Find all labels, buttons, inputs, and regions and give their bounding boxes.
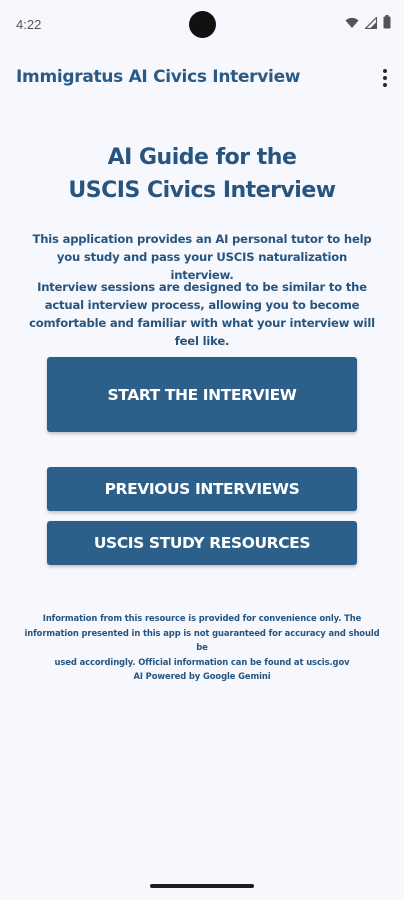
previous-interviews-button[interactable]: PREVIOUS INTERVIEWS bbox=[47, 467, 357, 511]
wifi-icon bbox=[345, 14, 359, 33]
app-bar bbox=[0, 55, 404, 103]
camera-cutout bbox=[189, 11, 216, 38]
page-title-line1: AI Guide for the bbox=[107, 145, 297, 170]
intro-paragraph-1: This application provides an AI personal tutor to help you study and pass your USCIS naturalization interview. bbox=[32, 232, 372, 282]
disclaimer-line-3: used accordingly. Official information can be found at uscis.gov bbox=[54, 656, 350, 667]
page-title-line2: USCIS Civics Interview bbox=[68, 178, 336, 203]
disclaimer-line-2: information presented in this app is not guaranteed for accuracy and should be bbox=[24, 627, 380, 652]
battery-icon bbox=[383, 14, 391, 33]
intro-paragraph-2: Interview sessions are designed to be similar to the actual interview process, allowing you to become comfortable and familiar with what your interview will feel like. bbox=[29, 280, 375, 348]
home-indicator[interactable] bbox=[150, 884, 254, 888]
status-time: 4:22 bbox=[16, 17, 42, 32]
study-resources-button[interactable]: USCIS STUDY RESOURCES bbox=[47, 521, 357, 565]
status-icons bbox=[345, 15, 391, 31]
page-title bbox=[0, 141, 404, 207]
status-bar bbox=[0, 0, 404, 50]
app-title: Immigratus AI Civics Interview bbox=[16, 67, 301, 87]
more-vert-icon[interactable] bbox=[378, 67, 392, 89]
start-interview-button[interactable]: START THE INTERVIEW bbox=[47, 357, 357, 432]
disclaimer-line-1: Information from this resource is provided for convenience only. The bbox=[42, 613, 362, 623]
powered-by-label: AI Powered by Google Gemini bbox=[133, 671, 271, 681]
disclaimer-footer bbox=[22, 611, 382, 684]
signal-icon bbox=[365, 14, 377, 33]
